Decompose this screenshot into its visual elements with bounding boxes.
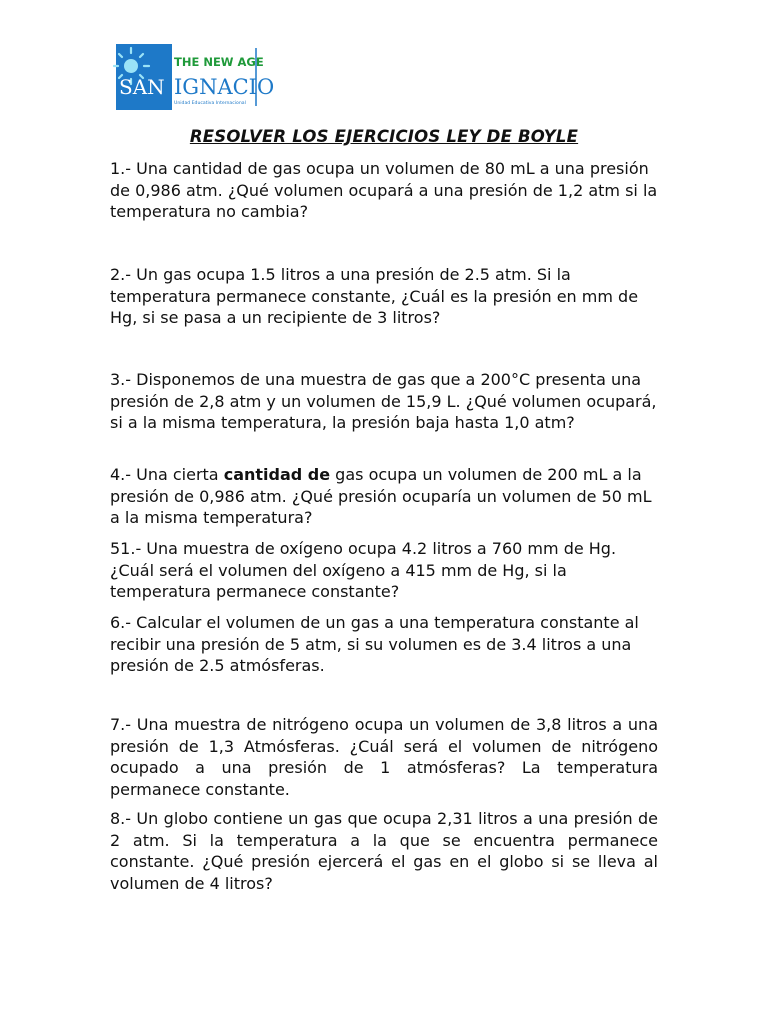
logo-line1: THE NEW AGE [174,55,264,69]
question-4-post: gas ocupa un volumen de 200 mL a la presión de 0,986 atm. ¿Qué presión ocuparía un volumen de 50 mL a la misma temperatura? [110,465,652,527]
question-4 [110,464,658,529]
question-4-pre: 4.- Una cierta [110,465,224,484]
question-3: 3.- Disponemos de una muestra de gas que a 200°C presenta una presión de 2,8 atm y un volumen de 15,9 L. ¿Qué volumen ocupará, si a la misma temperatura, la presión baja hasta 1,0 atm? [110,370,657,432]
logo-line2a: SAN [119,75,165,99]
question-5: 51.- Una muestra de oxígeno ocupa 4.2 litros a 760 mm de Hg. ¿Cuál será el volumen del oxígeno a 415 mm de Hg, si la temperatura permanece constante? [110,539,617,601]
page-title: RESOLVER LOS EJERCICIOS LEY DE BOYLE [189,127,579,146]
question-6: 6.- Calcular el volumen de un gas a una temperatura constante al recibir una presión de 5 atm, si su volumen es de 3.4 litros a una presión de 2.5 atmósferas. [110,613,639,675]
question-2: 2.- Un gas ocupa 1.5 litros a una presión de 2.5 atm. Si la temperatura permanece constante, ¿Cuál es la presión en mm de Hg, si se pasa a un recipiente de 3 litros? [110,265,639,327]
logo-line2b: IGNACIO [174,75,275,99]
question-1: 1.- Una cantidad de gas ocupa un volumen de 80 mL a una presión de 0,986 atm. ¿Qué volumen ocupará a una presión de 1,2 atm si la temperatura no cambia? [110,159,658,221]
logo-line3: Unidad Educativa Internacional [174,101,246,106]
question-7: 7.- Una muestra de nitrógeno ocupa un volumen de 3,8 litros a una presión de 1,3 Atmósferas. ¿Cuál será el volumen de nitrógeno ocupado a una presión de 1 atmósferas? La temperatura permanece constante. [110,715,658,799]
question-4-bold: cantidad de [223,465,331,484]
question-8: 8.- Un globo contiene un gas que ocupa 2,31 litros a una presión de 2 atm. Si la temperatura a la que se encuentra permanece constante. ¿Qué presión ejercerá el gas en el globo si se lleva al volumen de 4 litros? [110,809,658,893]
san-ignacio-logo [116,44,275,110]
